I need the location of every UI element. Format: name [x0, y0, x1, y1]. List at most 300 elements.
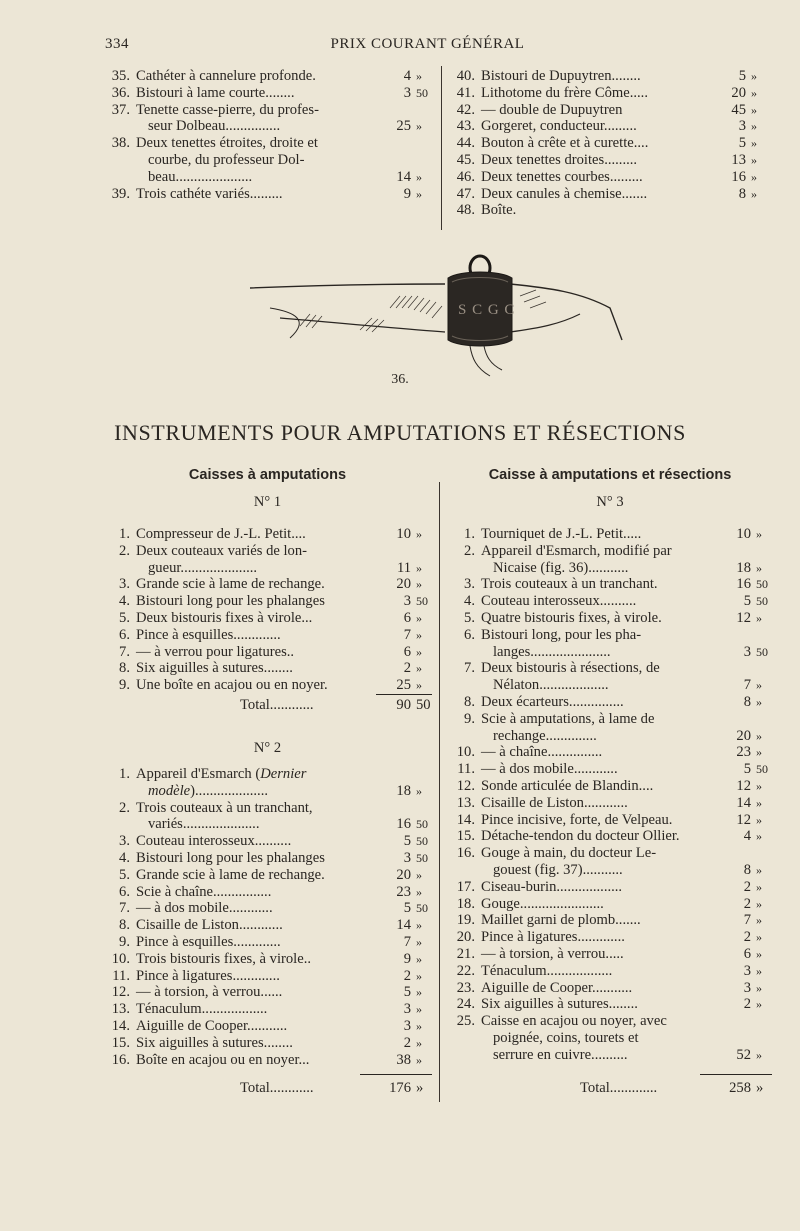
item-number: 4. [119, 593, 130, 610]
item-description: Cathéter à cannelure profonde. [136, 68, 316, 84]
item-description: Bistouri de Dupuytren........ [481, 68, 641, 84]
item-description [100, 800, 347, 834]
total-label: Total............ [240, 697, 314, 713]
item-price-centimes: 50 [756, 577, 768, 592]
item-description: Aiguille de Cooper........... [136, 1017, 288, 1034]
item-description: Ténaculum.................. [136, 1001, 268, 1018]
item-price-francs: 3 [403, 1017, 411, 1034]
item-price-centimes: » [416, 610, 422, 625]
item-price-centimes: » [416, 934, 422, 949]
item-price-centimes: » [416, 644, 422, 659]
item-description: Quatre bistouris fixes, à virole. [481, 609, 662, 626]
item-price-centimes: » [756, 930, 762, 945]
item-number: 43. [456, 118, 475, 135]
item-number: 6. [119, 626, 130, 643]
item-number: 19. [456, 912, 475, 929]
list-item [445, 761, 775, 778]
item-price-francs: 7 [743, 912, 751, 929]
list-item [100, 850, 435, 867]
item-price-centimes: » [751, 85, 757, 100]
item-text-line: courbe, du professeur Dol- [148, 151, 305, 168]
item-price-francs: 52 [736, 1046, 751, 1063]
item-description: — à verrou pour ligatures.. [136, 643, 295, 660]
case-3-list [445, 526, 775, 1064]
item-number: 24. [456, 996, 475, 1013]
list-item [100, 1052, 435, 1069]
item-price-francs: 18 [396, 782, 411, 799]
item-price-centimes: » [416, 985, 422, 1000]
case-2-total [100, 1080, 435, 1098]
top-left-list [100, 68, 435, 202]
total-centimes: » [756, 1080, 764, 1096]
item-price-centimes: » [416, 661, 422, 676]
item-number: 47. [456, 185, 475, 202]
item-text-last-line: modèle).................... [148, 782, 268, 799]
item-text-line: Gouge à main, du docteur Le- [481, 845, 657, 862]
list-item [100, 951, 435, 968]
item-description: Bouton à crête et à curette.... [481, 135, 649, 152]
item-number: 7. [464, 660, 475, 677]
item-text-line: Appareil d'Esmarch (Dernier [136, 766, 307, 782]
total-label: Total............ [240, 1080, 314, 1096]
item-number: 11. [112, 967, 130, 984]
item-number: 5. [119, 866, 130, 883]
list-item [445, 879, 775, 896]
running-head [105, 36, 750, 56]
item-price-francs: 25 [396, 118, 411, 135]
item-number: 17. [456, 878, 475, 895]
item-number: 48. [456, 202, 475, 219]
item-price-centimes: » [756, 678, 762, 693]
item-price-centimes: » [751, 169, 757, 184]
item-description: Gouge....................... [481, 895, 604, 912]
item-number: 4. [119, 849, 130, 866]
case-1-total [100, 697, 435, 715]
item-text-last-line: gouest (fig. 37)........... [493, 861, 623, 878]
item-price-centimes: » [416, 783, 422, 798]
item-description: Deux tenettes courbes......... [481, 168, 643, 185]
item-text-last-line: rechange.............. [493, 727, 597, 744]
item-description: Pince à esquilles............. [136, 626, 281, 643]
list-item [100, 884, 435, 901]
item-description: — double de Dupuytren [481, 101, 623, 118]
item-description [445, 660, 687, 694]
list-item [445, 744, 775, 761]
item-price-francs: 3 [743, 979, 751, 996]
item-price-francs: 2 [743, 878, 751, 895]
item-description: Pince incisive, forte, de Velpeau. [481, 811, 673, 828]
list-item [100, 135, 435, 185]
item-price-francs: 7 [743, 677, 751, 694]
item-price-centimes: » [416, 1018, 422, 1033]
list-item [100, 1035, 435, 1052]
item-number: 9. [464, 710, 475, 727]
item-price-francs: 20 [736, 727, 751, 744]
list-item [445, 118, 770, 135]
total-centimes: 50 [416, 697, 431, 713]
item-number: 13. [111, 1001, 130, 1018]
item-price-centimes: » [416, 678, 422, 693]
list-item [445, 85, 770, 102]
list-item [445, 828, 775, 845]
list-item [100, 867, 435, 884]
item-description: Boîte en acajou ou en noyer... [136, 1051, 310, 1068]
item-price-centimes: » [756, 560, 762, 575]
item-number: 36. [111, 84, 130, 101]
item-price-francs: 23 [396, 883, 411, 900]
page-number: 334 [105, 36, 129, 52]
left-heading: Caisses à amputations [188, 467, 347, 483]
item-number: 12. [456, 777, 475, 794]
case-1-list [100, 526, 435, 694]
item-price-francs: 12 [736, 777, 751, 794]
item-price-francs: 45 [731, 101, 746, 118]
item-price-centimes: 50 [416, 85, 428, 100]
item-text-last-line: Nélaton................... [493, 677, 609, 694]
item-price-francs: 3 [403, 849, 411, 866]
item-price-francs: 10 [396, 526, 411, 542]
item-price-francs: 12 [736, 609, 751, 626]
item-price-centimes: » [416, 169, 422, 184]
case-2-label: N° 2 [253, 740, 282, 756]
band-lettering: S C G C [458, 302, 516, 318]
item-price-francs: 6 [403, 609, 411, 626]
item-price-francs: 3 [738, 118, 746, 135]
item-price-francs: 8 [738, 185, 746, 202]
item-number: 45. [456, 151, 475, 168]
item-number: 9. [119, 677, 130, 694]
item-price-centimes: » [756, 997, 762, 1012]
item-text-last-line: gueur..................... [148, 559, 258, 576]
total-francs: 176 [389, 1080, 411, 1096]
item-text-line: Deux bistouris à résections, de [481, 660, 660, 677]
item-price-centimes: » [756, 862, 762, 877]
item-price-francs: 4 [743, 828, 751, 845]
item-price-francs: 2 [743, 895, 751, 912]
item-price-centimes: » [751, 69, 757, 83]
top-column-divider [441, 66, 442, 230]
list-item [445, 543, 775, 577]
item-price-centimes: » [416, 69, 422, 83]
case-3-sum-rule [700, 1074, 772, 1075]
item-text-line: Appareil d'Esmarch, modifié par [481, 542, 672, 559]
item-price-francs: 5 [743, 761, 751, 778]
item-number: 8. [464, 693, 475, 710]
item-number: 5. [119, 609, 130, 626]
item-price-francs: 3 [403, 1001, 411, 1018]
list-item [445, 778, 775, 795]
list-item [445, 593, 775, 610]
item-text-last-line: langes...................... [493, 643, 611, 660]
item-number: 8. [119, 917, 130, 934]
item-price-francs: 5 [738, 68, 746, 84]
item-price-francs: 16 [736, 576, 751, 593]
item-number: 1. [119, 526, 130, 542]
item-text-last-line: variés..................... [148, 816, 260, 833]
item-description: Deux écarteurs............... [481, 693, 624, 710]
list-item [100, 644, 435, 661]
item-price-francs: 20 [396, 576, 411, 593]
item-price-francs: 5 [403, 900, 411, 917]
list-item [100, 677, 435, 694]
list-item [445, 996, 775, 1013]
item-description [445, 711, 687, 745]
item-description: Pince à ligatures............. [481, 929, 625, 946]
item-text-line: Scie à amputations, à lame de [481, 710, 655, 727]
item-price-francs: 5 [403, 833, 411, 850]
list-item [445, 929, 775, 946]
item-text-line: Caisse en acajou ou noyer, avec [481, 1013, 667, 1030]
item-price-centimes: 50 [756, 644, 768, 659]
item-price-centimes: » [756, 610, 762, 625]
item-number: 20. [456, 929, 475, 946]
list-item [445, 912, 775, 929]
list-item [445, 135, 770, 152]
item-price-francs: 10 [736, 526, 751, 542]
case-2-sum-rule [360, 1074, 432, 1075]
item-description: Trois couteaux à un tranchant. [481, 576, 658, 593]
item-price-francs: 9 [403, 185, 411, 202]
total-francs: 90 [396, 697, 411, 713]
item-description: Ténaculum.................. [481, 962, 613, 979]
item-description: Scie à chaîne................ [136, 883, 272, 900]
item-number: 16. [111, 1051, 130, 1068]
item-price-centimes: » [756, 980, 762, 995]
item-description: Deux canules à chemise....... [481, 185, 648, 202]
item-number: 12. [111, 984, 130, 1001]
item-number: 25. [456, 1013, 475, 1030]
list-item [100, 543, 435, 577]
item-price-francs: 2 [403, 1034, 411, 1051]
item-description: Bistouri à lame courte........ [136, 84, 295, 101]
item-price-francs: 3 [403, 593, 411, 610]
list-item [445, 812, 775, 829]
case-2-list [100, 766, 435, 1068]
item-description [100, 766, 347, 800]
item-price-centimes: » [756, 795, 762, 810]
item-price-centimes: » [756, 963, 762, 978]
list-item [100, 660, 435, 677]
list-item [100, 968, 435, 985]
item-number: 10. [456, 744, 475, 761]
item-price-centimes: » [751, 102, 757, 117]
item-text-last-line: seur Dolbeau............... [148, 118, 281, 135]
item-price-centimes: » [416, 968, 422, 983]
item-price-francs: 7 [403, 626, 411, 643]
list-item [100, 68, 435, 85]
item-description [100, 135, 347, 185]
item-price-centimes: » [416, 1002, 422, 1017]
item-price-centimes: 50 [416, 834, 428, 849]
item-number: 6. [464, 626, 475, 643]
page-title: PRIX COURANT GÉNÉRAL [330, 36, 525, 52]
item-description [100, 102, 347, 136]
item-text-line: Tenette casse-pierre, du profes- [136, 101, 319, 118]
item-price-francs: 16 [396, 816, 411, 833]
item-price-centimes: » [416, 186, 422, 201]
item-description: Aiguille de Cooper........... [481, 979, 633, 996]
item-number: 8. [119, 660, 130, 677]
item-price-centimes: 50 [756, 594, 768, 609]
item-description: Cisaille de Liston............ [481, 794, 628, 811]
item-number: 3. [119, 833, 130, 850]
list-item [445, 946, 775, 963]
item-price-centimes: » [416, 527, 422, 541]
item-price-centimes: » [756, 745, 762, 760]
item-description: Tourniquet de J.-L. Petit..... [481, 526, 642, 542]
total-centimes: » [416, 1080, 424, 1096]
item-description: Trois bistouris fixes, à virole.. [136, 950, 311, 967]
item-description: Grande scie à lame de rechange. [136, 576, 325, 593]
item-description [445, 845, 687, 879]
item-description: Bistouri long pour les phalanges [136, 849, 325, 866]
item-price-centimes: » [756, 728, 762, 743]
item-price-centimes: » [756, 527, 762, 541]
list-item [445, 1013, 775, 1063]
item-description: Pince à esquilles............. [136, 933, 281, 950]
case-3-label: N° 3 [596, 494, 624, 510]
list-item [100, 984, 435, 1001]
item-number: 22. [456, 962, 475, 979]
item-price-centimes: » [751, 152, 757, 167]
item-price-centimes: » [751, 186, 757, 201]
list-item [445, 660, 775, 694]
item-number: 44. [456, 135, 475, 152]
item-price-francs: 3 [743, 962, 751, 979]
list-item [445, 526, 775, 543]
item-price-francs: 2 [403, 660, 411, 677]
item-price-francs: 4 [403, 68, 411, 84]
item-price-centimes: » [756, 1047, 762, 1062]
item-price-centimes: » [416, 577, 422, 592]
total-label: Total............. [580, 1080, 658, 1096]
item-price-centimes: » [756, 694, 762, 709]
item-price-francs: 14 [736, 794, 751, 811]
item-price-centimes: » [416, 1052, 422, 1067]
list-item [445, 711, 775, 745]
item-price-centimes: » [751, 136, 757, 151]
item-price-francs: 38 [396, 1051, 411, 1068]
item-description: Pince à ligatures............. [136, 967, 280, 984]
item-number: 42. [456, 101, 475, 118]
item-description: Grande scie à lame de rechange. [136, 866, 325, 883]
item-number: 37. [111, 101, 130, 118]
item-price-francs: 13 [731, 151, 746, 168]
list-item [445, 896, 775, 913]
item-price-francs: 11 [396, 559, 411, 576]
item-price-francs: 2 [743, 929, 751, 946]
list-item [100, 1018, 435, 1035]
item-description: Ciseau-burin.................. [481, 878, 623, 895]
list-item [445, 68, 770, 85]
item-text-last-line: beau..................... [148, 168, 253, 185]
list-item [445, 169, 770, 186]
list-item [100, 833, 435, 850]
item-price-centimes: » [751, 119, 757, 134]
list-item [445, 576, 775, 593]
item-number: 13. [456, 794, 475, 811]
item-description: Compresseur de J.-L. Petit.... [136, 526, 306, 542]
item-price-francs: 7 [403, 933, 411, 950]
right-heading: Caisse à amputations et résections [488, 467, 732, 483]
item-price-francs: 5 [738, 135, 746, 152]
item-text-last-line: Nicaise (fig. 36)........... [493, 559, 629, 576]
item-price-centimes: 50 [416, 901, 428, 916]
item-price-francs: 2 [403, 967, 411, 984]
item-number: 2. [119, 799, 130, 816]
item-number: 16. [456, 845, 475, 862]
item-number: 14. [456, 811, 475, 828]
list-item [100, 85, 435, 102]
item-price-centimes: » [416, 867, 422, 882]
item-number: 46. [456, 168, 475, 185]
list-item [100, 766, 435, 800]
item-number: 6. [119, 883, 130, 900]
case-3-total [445, 1080, 775, 1098]
list-item [445, 102, 770, 119]
item-description: Deux tenettes droites......... [481, 151, 638, 168]
item-price-francs: 5 [743, 593, 751, 610]
item-price-francs: 14 [396, 917, 411, 934]
item-number: 10. [111, 950, 130, 967]
list-item [445, 980, 775, 997]
list-item [445, 152, 770, 169]
item-description: Bistouri long pour les phalanges [136, 593, 325, 610]
item-price-centimes: » [756, 829, 762, 844]
item-number: 18. [456, 895, 475, 912]
top-right-list [445, 68, 770, 219]
list-item [100, 627, 435, 644]
list-item [445, 694, 775, 711]
item-description: Sonde articulée de Blandin.... [481, 777, 654, 794]
item-price-francs: 3 [743, 643, 751, 660]
item-price-centimes: 50 [756, 762, 768, 777]
section-title: INSTRUMENTS POUR AMPUTATIONS ET RÉSECTIONS [114, 420, 686, 445]
item-number: 2. [119, 542, 130, 559]
item-description: Une boîte en acajou ou en noyer. [136, 677, 328, 694]
list-item [445, 627, 775, 661]
list-item [100, 934, 435, 951]
item-price-francs: 23 [736, 744, 751, 761]
item-description: — à torsion, à verrou...... [136, 984, 283, 1001]
item-number: 38. [111, 135, 130, 152]
item-number: 1. [119, 766, 130, 782]
item-description: — à chaîne............... [481, 744, 603, 761]
list-item [445, 202, 770, 219]
item-description: Trois cathéte variés......... [136, 185, 283, 202]
list-item [445, 610, 775, 627]
item-description [445, 1013, 687, 1063]
item-price-francs: 8 [743, 861, 751, 878]
list-item [100, 610, 435, 627]
item-description: Six aiguilles à sutures........ [136, 660, 293, 677]
item-number: 41. [456, 84, 475, 101]
item-number: 21. [456, 945, 475, 962]
item-number: 7. [119, 643, 130, 660]
item-description [445, 543, 687, 577]
item-price-francs: 25 [396, 677, 411, 694]
item-description: Lithotome du frère Côme..... [481, 84, 648, 101]
item-price-centimes: » [416, 1035, 422, 1050]
item-price-francs: 16 [731, 168, 746, 185]
case-1-sum-rule [376, 694, 432, 695]
item-price-centimes: 50 [416, 817, 428, 832]
item-price-centimes: » [416, 951, 422, 966]
item-number: 1. [464, 526, 475, 542]
item-number: 9. [119, 933, 130, 950]
list-item [100, 593, 435, 610]
list-item [445, 963, 775, 980]
